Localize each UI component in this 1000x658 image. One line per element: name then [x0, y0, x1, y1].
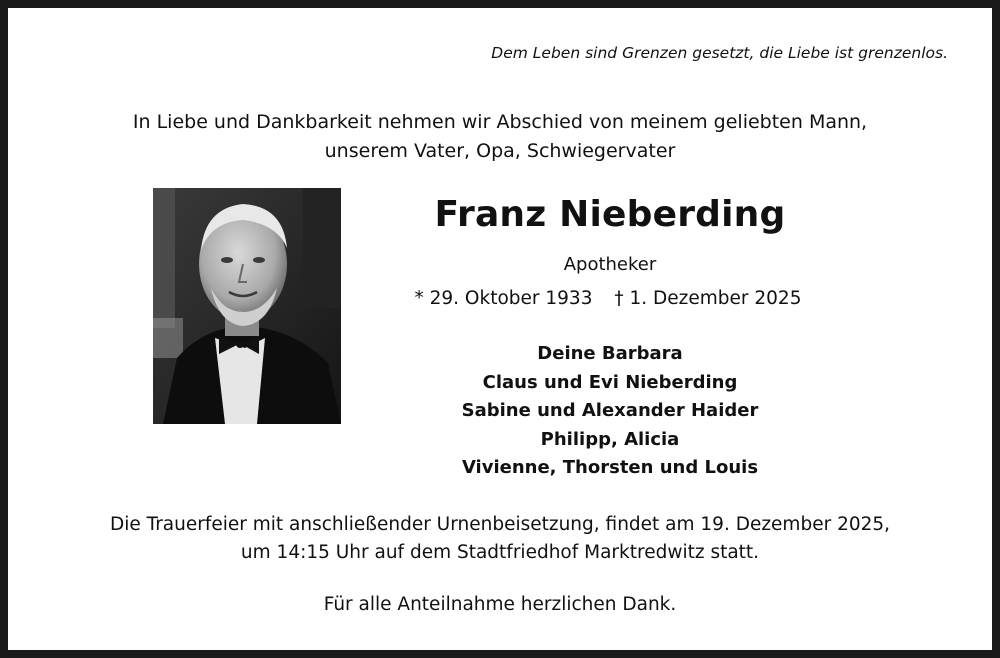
mourner-entry: Deine Barbara: [537, 343, 683, 364]
mourners-list: [400, 340, 820, 483]
intro-text: [8, 108, 992, 166]
intro-line-2: unserem Vater, Opa, Schwiegervater: [324, 140, 676, 162]
deceased-profession: Apotheker: [563, 254, 657, 275]
mourner-entry: Claus und Evi Nieberding: [482, 371, 738, 393]
birth-date: * 29. Oktober 1933: [414, 288, 593, 309]
life-dates: [388, 288, 828, 309]
motto-quote: Dem Leben sind Grenzen gesetzt, die Liebe ist grenzenlos.: [491, 44, 948, 62]
mourner-entry: Philipp, Alicia: [540, 428, 680, 450]
funeral-line-2: um 14:15 Uhr auf dem Stadtfriedhof Marktredwitz statt.: [240, 542, 760, 563]
deceased-name: Franz Nieberding: [434, 194, 786, 235]
mourner-entry: Sabine und Alexander Haider: [461, 400, 759, 421]
funeral-line-1: Die Trauerfeier mit anschließender Urnenbeisetzung, findet am 19. Dezember 2025,: [109, 514, 891, 535]
portrait-photo: [153, 188, 341, 424]
funeral-details: [8, 511, 992, 567]
death-date: † 1. Dezember 2025: [614, 288, 802, 309]
mourner-entry: Vivienne, Thorsten und Louis: [461, 457, 759, 478]
intro-line-1: In Liebe und Dankbarkeit nehmen wir Abschied von meinem geliebten Mann,: [132, 111, 868, 133]
thanks-text: Für alle Anteilnahme herzlichen Dank.: [323, 594, 677, 615]
